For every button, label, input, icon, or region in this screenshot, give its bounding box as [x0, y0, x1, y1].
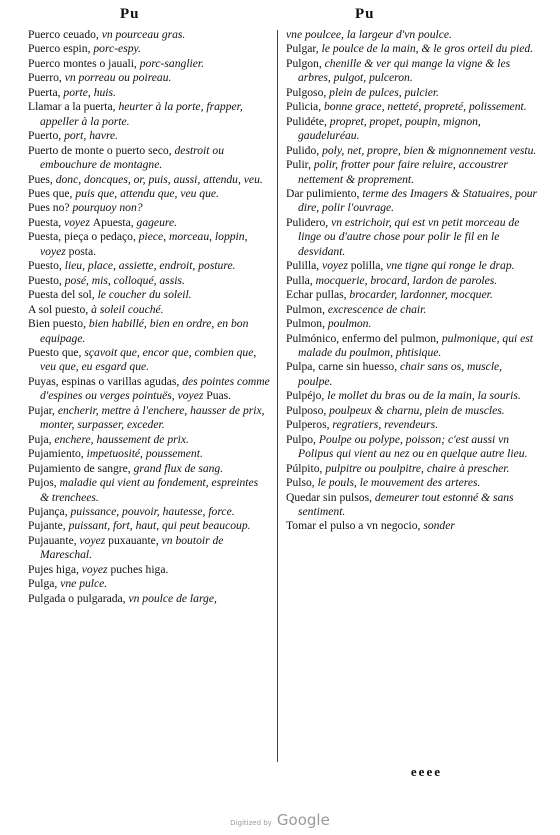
entry-term: Pulso,: [286, 476, 318, 490]
dictionary-entry: [286, 288, 538, 302]
entry-definition: le coucher du soleil.: [97, 288, 192, 302]
dictionary-entry: [28, 577, 270, 591]
entry-definition: porc-sanglier.: [139, 56, 205, 70]
entry-definition: bonne grace, netteté, propreté, polissement.: [324, 100, 527, 114]
dictionary-entry: [286, 115, 538, 144]
entry-definition: encherir, mettre à l'enchere, hausser de prix, monter, surpasser, exceder.: [40, 403, 265, 432]
entry-definition: Poulpe ou polype, poisson; c'est aussi vn Polipus qui vient au nez ou en quelque autre lieu.: [298, 432, 528, 461]
dictionary-entry: [286, 360, 538, 389]
entry-definition: vn estrichoir, qui est vn petit morceau de linge ou d'autre chose pour polir le fil en le desvidant.: [298, 215, 520, 258]
entry-term: Pulgada o pulgarada,: [28, 591, 129, 605]
dictionary-entry: [286, 389, 538, 403]
entry-definition: poulmon.: [327, 317, 372, 331]
dictionary-entry: [286, 332, 538, 361]
entry-definition: voyez: [64, 215, 93, 229]
entry-term: Pulido,: [286, 143, 323, 157]
entry-term: Pujante,: [28, 519, 69, 533]
entry-definition: heurter à la porte, frapper, appeller à la porte.: [40, 100, 243, 128]
entry-definition: gageure.: [136, 215, 177, 229]
dictionary-entry: [28, 57, 270, 71]
left-column: [28, 28, 270, 606]
entry-term: Puerto de monte o puerto seco,: [28, 143, 175, 157]
entry-term: Pues no?: [28, 201, 73, 215]
dictionary-entry: [28, 71, 270, 85]
entry-definition: impetuosité, poussement.: [86, 447, 203, 461]
dictionary-entry: [28, 274, 270, 288]
entry-definition: polir, frotter pour faire reluire, accoustrer nettement & proprement.: [298, 158, 508, 186]
dictionary-entry: [286, 259, 538, 273]
dictionary-entry: [28, 86, 270, 100]
entry-term: Pujos,: [28, 476, 60, 490]
entry-definition: porc-espy.: [93, 42, 141, 56]
entry-term: Puerco ceuado,: [28, 28, 102, 41]
entry-term: Pulmon,: [286, 317, 328, 331]
dictionary-entry: [28, 216, 270, 230]
entry-term: Pulpa, carne sin huesso,: [286, 360, 400, 374]
entry-definition: grand flux de sang.: [133, 461, 224, 475]
dictionary-entry: [286, 28, 538, 42]
entry-definition: le mollet du bras ou de la main, la souris.: [327, 389, 521, 403]
dictionary-entry: [28, 129, 270, 143]
entry-definition: demeurer tout estonné & sans sentiment.: [298, 490, 514, 518]
dictionary-entry: [28, 476, 270, 505]
entry-term: Tomar el pulso a vn negocio,: [286, 519, 424, 533]
entry-term: puches higa.: [110, 562, 169, 576]
entry-definition: pulmonique, qui est malade du poulmon, phtisique.: [298, 331, 533, 359]
entry-definition: bien habillé, bien en ordre, en bon equipage.: [40, 317, 249, 345]
dictionary-entry: [28, 201, 270, 215]
entry-term: Pulir,: [286, 158, 314, 172]
entry-term: Pulpéjo,: [286, 389, 328, 403]
dictionary-entry: [28, 519, 270, 533]
entry-term: Bien puesto,: [28, 317, 89, 331]
entry-definition: porte, huis.: [63, 85, 116, 99]
entry-term: Pujamiento de sangre,: [28, 461, 134, 475]
entry-definition: enchere, haussement de prix.: [54, 432, 189, 446]
dictionary-entry: [286, 433, 538, 462]
right-running-head: Pu: [355, 6, 375, 22]
entry-term: Pujança,: [28, 504, 71, 518]
entry-term: Puja,: [28, 432, 55, 446]
entry-term: Quedar sin pulsos,: [286, 490, 375, 504]
entry-term: Pues que,: [28, 186, 76, 200]
entry-term: Pujar,: [28, 403, 58, 417]
entry-definition: voyez: [81, 562, 111, 576]
entry-definition: puis que, attendu que, veu que.: [75, 186, 219, 200]
dictionary-entry: [28, 534, 270, 563]
entry-term: Pulgoso,: [286, 85, 330, 99]
dictionary-entry: [28, 187, 270, 201]
entry-term: Puerco espin,: [28, 42, 94, 56]
entry-definition: donc, doncques, or, puis, aussi, attendu, veu.: [55, 172, 263, 186]
dictionary-entry: [286, 86, 538, 100]
dictionary-entry: [286, 216, 538, 259]
dictionary-entry: [286, 100, 538, 114]
entry-term: Puesto que,: [28, 345, 85, 359]
entry-term: puxauante,: [108, 533, 162, 547]
dictionary-entry: [28, 592, 270, 606]
entry-term: Puerta,: [28, 85, 64, 99]
entry-definition: plein de pulces, pulcier.: [329, 85, 439, 99]
entry-term: Pulmon,: [286, 302, 328, 316]
entry-definition: poly, net, propre, bien & mignonnement vestu.: [322, 143, 537, 157]
entry-definition: chenille & ver qui mange la vigne & les arbres, pulgot, pulceron.: [298, 56, 511, 85]
entry-definition: voyez: [79, 533, 109, 547]
entry-definition: pulpitre ou poulpitre, chaire à prescher.: [325, 461, 510, 475]
entry-term: Puas.: [206, 389, 232, 403]
entry-term: Pulposo,: [286, 403, 330, 417]
entry-definition: mocquerie, brocard, lardon de paroles.: [315, 273, 498, 287]
entry-term: Puesta, pieça o pedaço,: [28, 230, 139, 244]
entry-definition: maladie qui vient au fondement, espreintes & trenchees.: [40, 476, 259, 504]
entry-definition: vn poulce de large,: [128, 591, 217, 605]
entry-term: Puesta del sol,: [28, 288, 98, 302]
footer-brand: Google: [276, 811, 330, 829]
dictionary-entry: [28, 375, 270, 404]
dictionary-entry: [286, 42, 538, 56]
entry-term: Puesta,: [28, 215, 65, 229]
dictionary-entry: [28, 462, 270, 476]
dictionary-entry: [28, 563, 270, 577]
dictionary-entry: [286, 519, 538, 533]
entry-definition: voyez: [322, 259, 351, 273]
entry-term: Pulidéte,: [286, 114, 330, 128]
entry-definition: des pointes comme d'espines ou verges pointuës, voyez: [40, 374, 270, 403]
dictionary-entry: [28, 100, 270, 129]
entry-definition: regratiers, revendeurs.: [332, 418, 439, 432]
dictionary-entry: [286, 303, 538, 317]
dictionary-entry: [28, 346, 270, 375]
entry-definition: propret, propet, poupin, mignon, gaudeluréau.: [298, 114, 481, 143]
dictionary-entry: [28, 433, 270, 447]
dictionary-entry: [286, 317, 538, 331]
dictionary-entry: [286, 158, 538, 187]
entry-term: A sol puesto,: [28, 302, 92, 316]
entry-definition: vn porreau ou poireau.: [64, 71, 172, 85]
entry-term: Pulga,: [28, 577, 61, 591]
entry-definition: terme des Imagers & Statuaires, pour dire, polir l'ouvrage.: [298, 186, 538, 215]
entry-definition: chair sans os, muscle, poulpe.: [298, 360, 503, 388]
entry-definition: à soleil couché.: [91, 302, 164, 316]
left-running-head: Pu: [120, 6, 140, 22]
digitized-footer: [0, 810, 560, 829]
dictionary-entry: [286, 274, 538, 288]
dictionary-entry: [28, 288, 270, 302]
entry-term: Pulgon,: [286, 56, 325, 70]
entry-definition: le poulce de la main, & le gros orteil du pied.: [321, 42, 534, 56]
entry-term: Pulicia,: [286, 100, 324, 114]
dictionary-entry: [28, 259, 270, 273]
entry-term: Pujes higa,: [28, 562, 82, 576]
dictionary-entry: [28, 404, 270, 433]
entry-definition: poulpeux & charnu, plein de muscles.: [329, 403, 505, 417]
entry-definition: brocarder, lardonner, mocquer.: [349, 288, 493, 302]
entry-definition: pourquoy non?: [72, 201, 143, 215]
dictionary-entry: [28, 303, 270, 317]
signature-mark: eeee: [410, 764, 442, 779]
entry-term: Puesto,: [28, 273, 65, 287]
entry-term: Puerto,: [28, 129, 65, 143]
entry-definition: le pouls, le mouvement des arteres.: [317, 476, 481, 490]
entry-term: Puesto,: [28, 259, 65, 273]
dictionary-entry: [286, 476, 538, 490]
entry-definition: vne tigne qui ronge le drap.: [386, 259, 515, 273]
entry-term: Pulidero,: [286, 215, 332, 229]
dictionary-entry: [28, 447, 270, 461]
entry-definition: sonder: [423, 519, 455, 533]
entry-definition: puissant, fort, haut, qui peut beaucoup.: [68, 519, 251, 533]
entry-term: Púlpito,: [286, 461, 326, 475]
dictionary-entry: [28, 144, 270, 173]
entry-term: Pulmónico, enfermo del pulmon,: [286, 331, 442, 345]
dictionary-entry: [28, 317, 270, 346]
entry-definition: lieu, place, assiette, endroit, posture.: [64, 259, 236, 273]
entry-term: Pujauante,: [28, 533, 80, 547]
dictionary-entry: [286, 144, 538, 158]
entry-term: Pujamiento,: [28, 447, 87, 461]
entry-term: Pulperos,: [286, 418, 333, 432]
footer-small-text: Digitized by: [230, 819, 272, 827]
entry-definition: vne pulce.: [60, 577, 108, 591]
entry-definition: excrescence de chair.: [327, 302, 427, 316]
entry-definition: posé, mis, colloqué, assis.: [64, 273, 185, 287]
dictionary-entry: [28, 28, 270, 42]
entry-definition: vn pourceau gras.: [101, 28, 186, 41]
entry-term: Pulla,: [286, 273, 316, 287]
entry-term: Puerco montes o jauali,: [28, 56, 140, 70]
entry-term: Puerro,: [28, 71, 65, 85]
entry-term: Echar pullas,: [286, 288, 350, 302]
entry-term: polilla,: [350, 259, 387, 273]
dictionary-entry: [286, 491, 538, 520]
entry-term: Llamar a la puerta,: [28, 100, 119, 114]
entry-term: Pues,: [28, 172, 56, 186]
entry-definition: sçavoit que, encor que, combien que, veu que, eu esgard que.: [40, 345, 257, 374]
entry-term: Puyas, espinas o varillas agudas,: [28, 374, 183, 388]
entry-definition: piece, morceau, loppin, voyez: [40, 230, 248, 258]
dictionary-entry: [28, 230, 270, 259]
entry-term: Apuesta,: [92, 215, 137, 229]
dictionary-entry: [28, 505, 270, 519]
dictionary-entry: [28, 42, 270, 56]
entry-term: Pulilla,: [286, 259, 323, 273]
dictionary-entry: [286, 57, 538, 86]
entry-definition: destroit ou embouchure de montagne.: [40, 143, 224, 172]
column-divider: [277, 30, 278, 762]
dictionary-entry: [286, 418, 538, 432]
dictionary-entry: [286, 404, 538, 418]
dictionary-entry: [286, 187, 538, 216]
dictionary-entry: [28, 173, 270, 187]
right-column: [286, 28, 538, 534]
entry-term: Dar pulimiento,: [286, 186, 363, 200]
entry-definition: port, havre.: [64, 129, 119, 143]
entry-term: Pulpo,: [286, 432, 319, 446]
entry-definition: vn boutoir de Mareschal.: [40, 533, 224, 562]
entry-definition: puissance, pouvoir, hautesse, force.: [70, 504, 235, 518]
entry-term: Pulgar,: [286, 42, 322, 56]
dictionary-entry: [286, 462, 538, 476]
entry-definition: vne poulcee, la largeur d'vn poulce.: [286, 28, 452, 41]
entry-term: posta.: [68, 244, 97, 258]
